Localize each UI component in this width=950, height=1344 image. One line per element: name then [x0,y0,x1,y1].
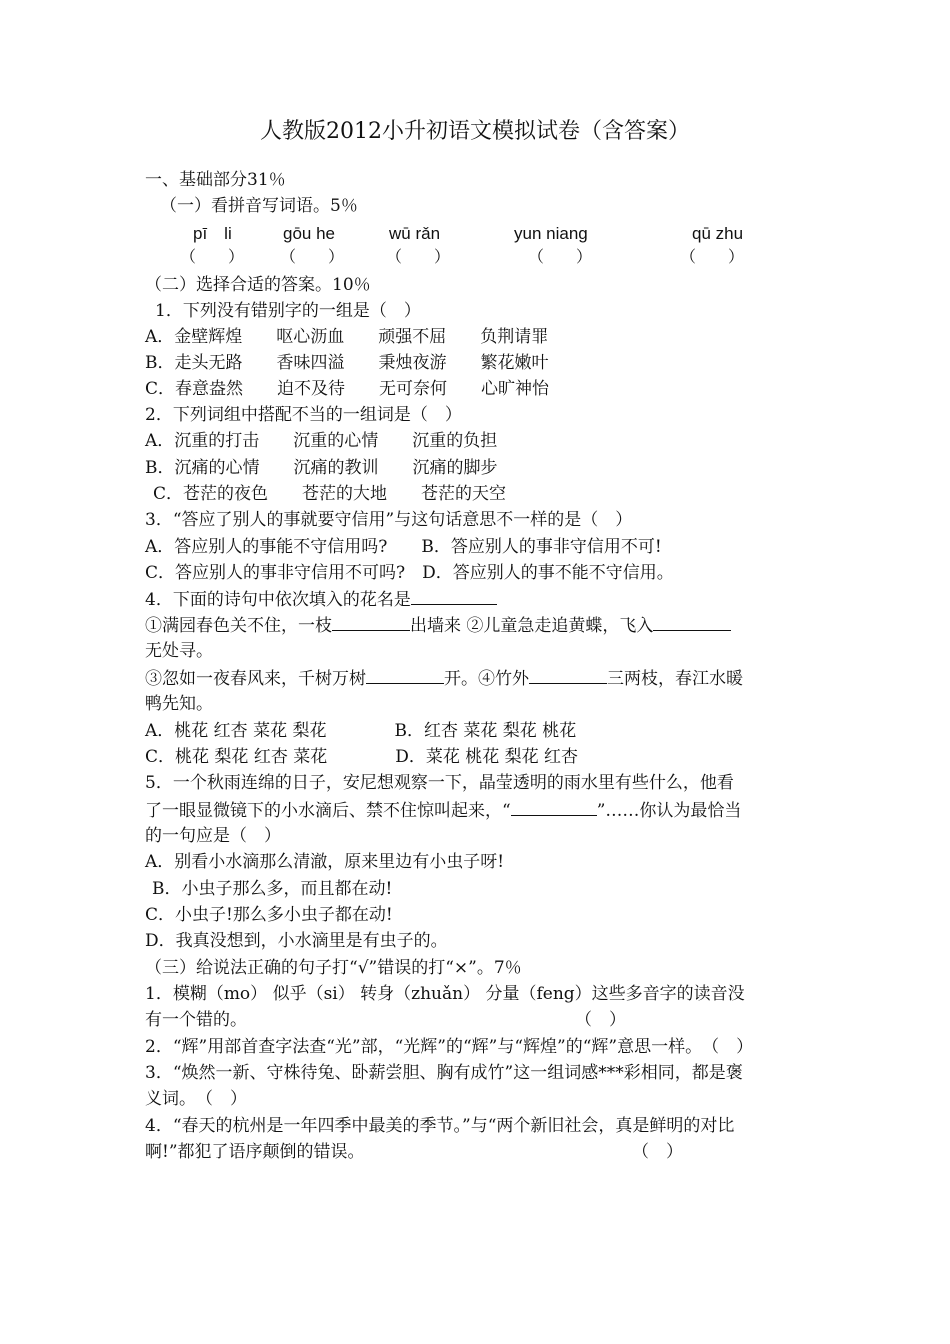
q5-option-b: B．小虫子那么多，而且都在动! [152,879,393,899]
answer-blank-4: （ ） [528,247,593,266]
answer-blank-1: （ ） [180,247,245,266]
answer-blank-3: （ ） [386,247,451,266]
pinyin-4: yun niang [514,224,588,243]
pinyin-3: wū rǎn [389,224,441,243]
q3-options-ab: A．答应别人的事能不守信用吗? B．答应别人的事非守信用不可! [145,537,662,557]
fill-blank [511,799,597,816]
q1-stem: 1．下列没有错别字的一组是（ ） [155,301,421,321]
tf-q2: 2．“辉”用部首查字法查“光”部，“光辉”的“辉”与“辉煌”的“辉”意思一样。 （ ） [145,1037,754,1057]
fill-blank [366,667,444,684]
q5-line1: 5．一个秋雨连绵的日子，安尼想观察一下，晶莹透明的雨水里有些什么，他看 [145,773,734,793]
q4-line1 [145,614,731,637]
section-basic-heading: 一、基础部分31％ [145,170,286,190]
q4-options-ab: A．桃花 红杏 菜花 梨花 B．红杏 菜花 梨花 桃花 [145,721,577,741]
q5-option-a: A．别看小水滴那么清澈，原来里边有小虫子呀! [145,852,505,872]
answer-blank-5: （ ） [680,247,745,266]
q4-line2: 无处寻。 [145,641,213,661]
q5-line2 [145,799,741,822]
q1-option-a: A．金壁辉煌 呕心沥血 顽强不屈 负荆请罪 [145,327,549,347]
q4-line3-c: 三两枝，春江水暖 [607,669,743,689]
q2-option-c: C．苍茫的夜色 苍茫的大地 苍茫的天空 [153,484,507,504]
pinyin-2: gōu he [283,224,335,243]
q4-line3-a: ③忽如一夜春风来，千树万树 [145,669,366,689]
q4-options-cd: C．桃花 梨花 红杏 菜花 D．菜花 桃花 梨花 红杏 [145,747,579,767]
tf-q3-line1: 3．“焕然一新、守株待兔、卧薪尝胆、胸有成竹”这一组词感***彩相同，都是褒 [145,1063,743,1083]
q5-option-d: D．我真没想到，小水滴里是有虫子的。 [145,931,448,951]
q4-line1-b: 出墙来 ②儿童急走追黄蝶，飞入 [410,616,654,636]
part2-heading: （二）选择合适的答案。10％ [145,275,371,295]
q5-line2-a: 了一眼显微镜下的小水滴后、禁不住惊叫起来，“ [145,801,511,821]
part3-heading: （三）给说法正确的句子打“√”错误的打“×”。7％ [145,958,522,978]
pinyin-1: pī li [193,224,232,243]
q4-stem-text: 4．下面的诗句中依次填入的花名是 [145,590,411,610]
q1-option-b: B．走头无路 香味四溢 秉烛夜游 繁花嫩叶 [145,353,549,373]
page-title: 人教版2012小升初语文模拟试卷（含答案） [260,119,690,144]
q3-stem: 3．“答应了别人的事就要守信用”与这句话意思不一样的是（ ） [145,510,633,530]
tf-q1-line1: 1．模糊（mo） 似乎（si） 转身（zhuǎn） 分量（feng）这些多音字的读音没 [145,984,745,1004]
tf-q3-line2: 义词。 （ ） [145,1089,247,1109]
fill-blank [653,614,731,631]
q2-option-a: A．沉重的打击 沉重的心情 沉重的负担 [145,431,498,451]
fill-blank [332,614,410,631]
tf-q1-answer-paren: （ ） [575,1010,626,1030]
tf-q4-line2: 啊!”都犯了语序颠倒的错误。 [145,1142,365,1162]
tf-q4-line1: 4．“春天的杭州是一年四季中最美的季节。”与“两个新旧社会，真是鲜明的对比 [145,1116,735,1136]
part1-heading: （一）看拼音写词语。5％ [160,196,358,216]
tf-q4-answer-paren: （ ） [632,1142,683,1162]
q2-option-b: B．沉痛的心情 沉痛的教训 沉痛的脚步 [145,458,498,478]
q1-option-c: C．春意盎然 迫不及待 无可奈何 心旷神怡 [145,379,550,399]
answer-blank-2: （ ） [280,247,345,266]
q4-line4: 鸭先知。 [145,694,213,714]
q5-option-c: C．小虫子!那么多小虫子都在动! [145,905,393,925]
pinyin-5: qū zhu [692,224,744,243]
q3-options-cd: C．答应别人的事非守信用不可吗? D．答应别人的事不能不守信用。 [145,563,674,583]
q4-stem [145,588,497,611]
q5-line3: 的一句应是（ ） [145,826,281,846]
q5-line2-b: ”……你认为最恰当 [596,801,742,821]
fill-blank [411,588,497,605]
q4-line1-a: ①满园春色关不住，一枝 [145,616,332,636]
q4-line3 [145,667,743,690]
q2-stem: 2．下列词组中搭配不当的一组词是（ ） [145,405,462,425]
tf-q1-line2: 有一个错的。 [145,1010,247,1030]
fill-blank [529,667,607,684]
q4-line3-b: 开。④竹外 [444,669,529,689]
